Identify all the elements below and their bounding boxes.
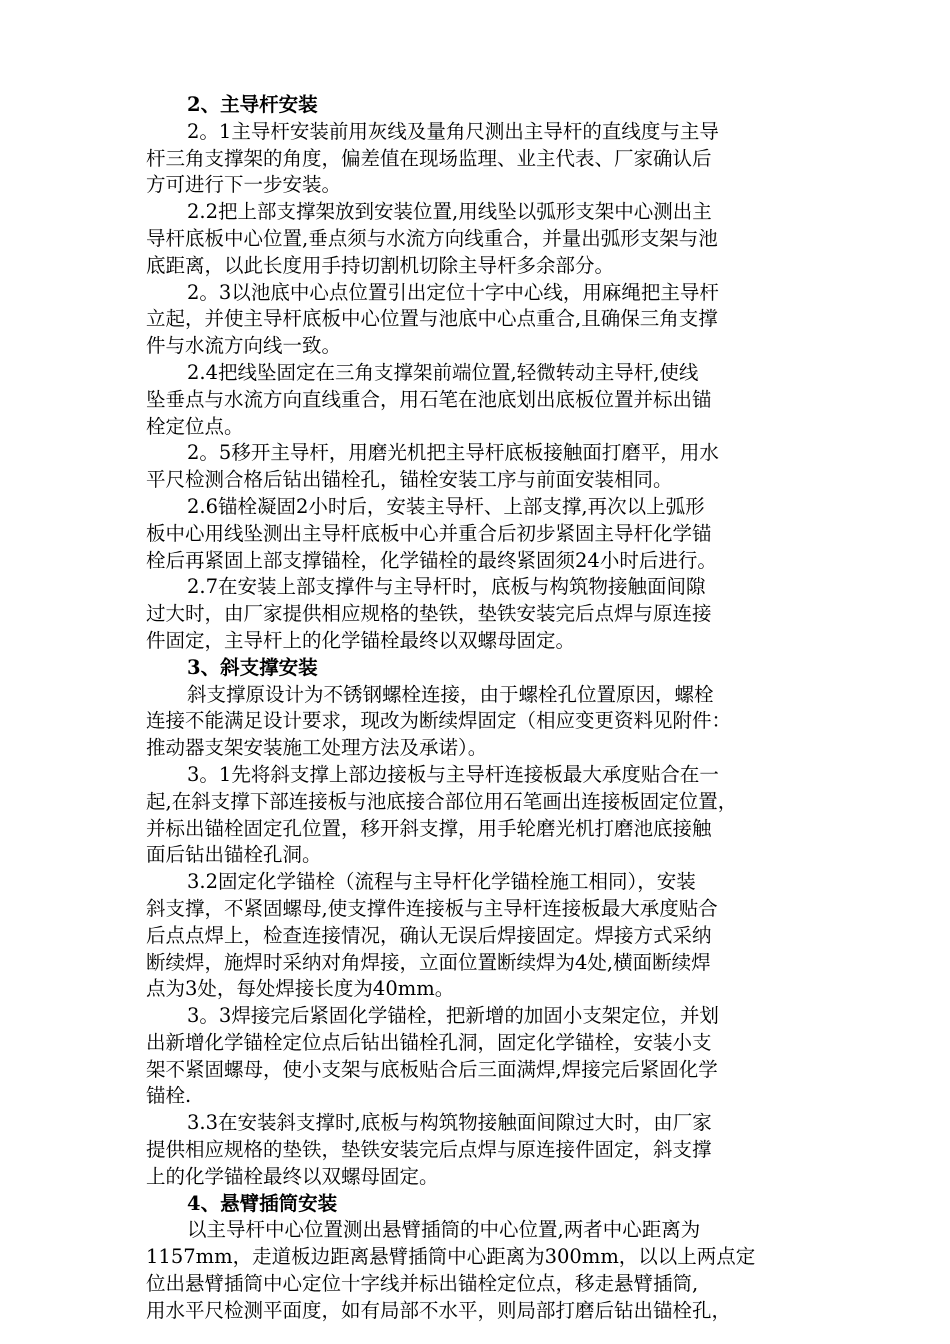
paragraph-line: 位出悬臂插筒中心定位十字线并标出锚栓定位点，移走悬臂插筒, (146, 1272, 699, 1296)
paragraph-first-line: 2。5移开主导杆，用磨光机把主导杆底板接触面打磨平，用水 (187, 441, 719, 465)
paragraph-line: 锚栓. (146, 1084, 192, 1108)
section-heading: 4、悬臂插筒安装 (187, 1191, 338, 1215)
paragraph-line: 断续焊，施焊时采纳对角焊接，立面位置断续焊为4处,横面断续焊 (146, 950, 711, 974)
section-heading: 2、主导杆安装 (187, 93, 318, 116)
paragraph-first-line: 2.7在安装上部支撑件与主导杆时，底板与构筑物接触面间隙 (187, 575, 706, 599)
paragraph-line: 上的化学锚栓最终以双螺母固定。 (146, 1164, 439, 1188)
paragraph-line: 起,在斜支撑下部连接板与池底接合部位用石笔画出连接板固定位置， (146, 789, 738, 813)
paragraph-first-line: 3.3在安装斜支撑时,底板与构筑物接触面间隙过大时，由厂家 (187, 1111, 712, 1135)
paragraph-first-line: 2。3以池底中心点位置引出定位十字中心线，用麻绳把主导杆 (187, 280, 719, 304)
paragraph-line: 架不紧固螺母，使小支架与底板贴合后三面满焊,焊接完后紧固化学 (146, 1057, 718, 1081)
paragraph-first-line: 2.4把线坠固定在三角支撑架前端位置,轻微转动主导杆,使线 (187, 360, 699, 384)
paragraph-line: 连接不能满足设计要求，现改为断续焊固定（相应变更资料见附件： (146, 709, 732, 733)
paragraph-first-line: 以主导杆中心位置测出悬臂插筒的中心位置,两者中心距离为 (187, 1218, 701, 1242)
paragraph-line: 1157mm，走道板边距离悬臂插筒中心距离为300mm，以以上两点定 (146, 1245, 756, 1269)
paragraph-line: 面后钻出锚栓孔洞。 (146, 843, 322, 867)
paragraph-first-line: 2.6锚栓凝固2小时后，安装主导杆、上部支撑,再次以上弧形 (187, 494, 705, 518)
paragraph-line: 杆三角支撑架的角度，偏差值在现场监理、业主代表、厂家确认后 (146, 146, 712, 170)
paragraph-line: 方可进行下一步安装。 (146, 173, 342, 197)
paragraph-first-line: 3。3焊接完后紧固化学锚栓，把新增的加固小支架定位，并划 (187, 1004, 719, 1028)
paragraph-first-line: 2.2把上部支撑架放到安装位置,用线坠以弧形支架中心测出主 (187, 200, 712, 224)
paragraph-first-line: 3.2固定化学锚栓（流程与主导杆化学锚栓施工相同），安装 (187, 870, 696, 894)
paragraph-line: 出新增化学锚栓定位点后钻出锚栓孔洞，固定化学锚栓，安装小支 (146, 1030, 712, 1054)
paragraph-line: 件与水流方向线一致。 (146, 334, 342, 358)
paragraph-line: 坠垂点与水流方向直线重合，用石笔在池底划出底板位置并标出锚 (146, 387, 712, 411)
paragraph-line: 提供相应规格的垫铁，垫铁安装完后点焊与原连接件固定，斜支撑 (146, 1138, 712, 1162)
paragraph-line: 件固定，主导杆上的化学锚栓最终以双螺母固定。 (146, 628, 576, 652)
paragraph-line: 斜支撑，不紧固螺母,使支撑件连接板与主导杆连接板最大承度贴合 (146, 896, 718, 920)
paragraph-line: 栓定位点。 (146, 414, 244, 438)
paragraph-line: 点为3处，每处焊接长度为40mm。 (146, 977, 455, 1001)
document-body (146, 92, 808, 1325)
paragraph-line: 板中心用线坠测出主导杆底板中心并重合后初步紧固主导杆化学锚 (146, 521, 712, 545)
paragraph-line: 过大时，由厂家提供相应规格的垫铁，垫铁安装完后点焊与原连接 (146, 602, 712, 626)
paragraph-line: 推动器支架安装施工处理方法及承诺）。 (146, 736, 488, 760)
paragraph-line: 用水平尺检测平面度，如有局部不水平，则局部打磨后钻出锚栓孔， (146, 1298, 732, 1322)
paragraph-line: 并标出锚栓固定孔位置，移开斜支撑，用手轮磨光机打磨池底接触 (146, 816, 712, 840)
paragraph-line: 平尺检测合格后钻出锚栓孔，锚栓安装工序与前面安装相同。 (146, 468, 673, 492)
paragraph-first-line: 2。1主导杆安装前用灰线及量角尺测出主导杆的直线度与主导 (187, 119, 719, 143)
section-heading: 3、斜支撑安装 (187, 655, 318, 679)
paragraph-first-line: 斜支撑原设计为不锈钢螺栓连接，由于螺栓孔位置原因，螺栓 (187, 682, 714, 706)
paragraph-line: 立起，并使主导杆底板中心位置与池底中心点重合,且确保三角支撑 (146, 307, 718, 331)
paragraph-first-line: 3。1先将斜支撑上部边接板与主导杆连接板最大承度贴合在一 (187, 762, 719, 786)
paragraph-line: 后点点焊上，检查连接情况，确认无误后焊接固定。焊接方式采纳 (146, 923, 712, 947)
paragraph-line: 栓后再紧固上部支撑锚栓，化学锚栓的最终紧固须24小时后进行。 (146, 548, 717, 572)
paragraph-line: 导杆底板中心位置,垂点须与水流方向线重合，并量出弧形支架与池 (146, 226, 718, 250)
paragraph-line: 底距离，以此长度用手持切割机切除主导杆多余部分。 (146, 253, 615, 277)
